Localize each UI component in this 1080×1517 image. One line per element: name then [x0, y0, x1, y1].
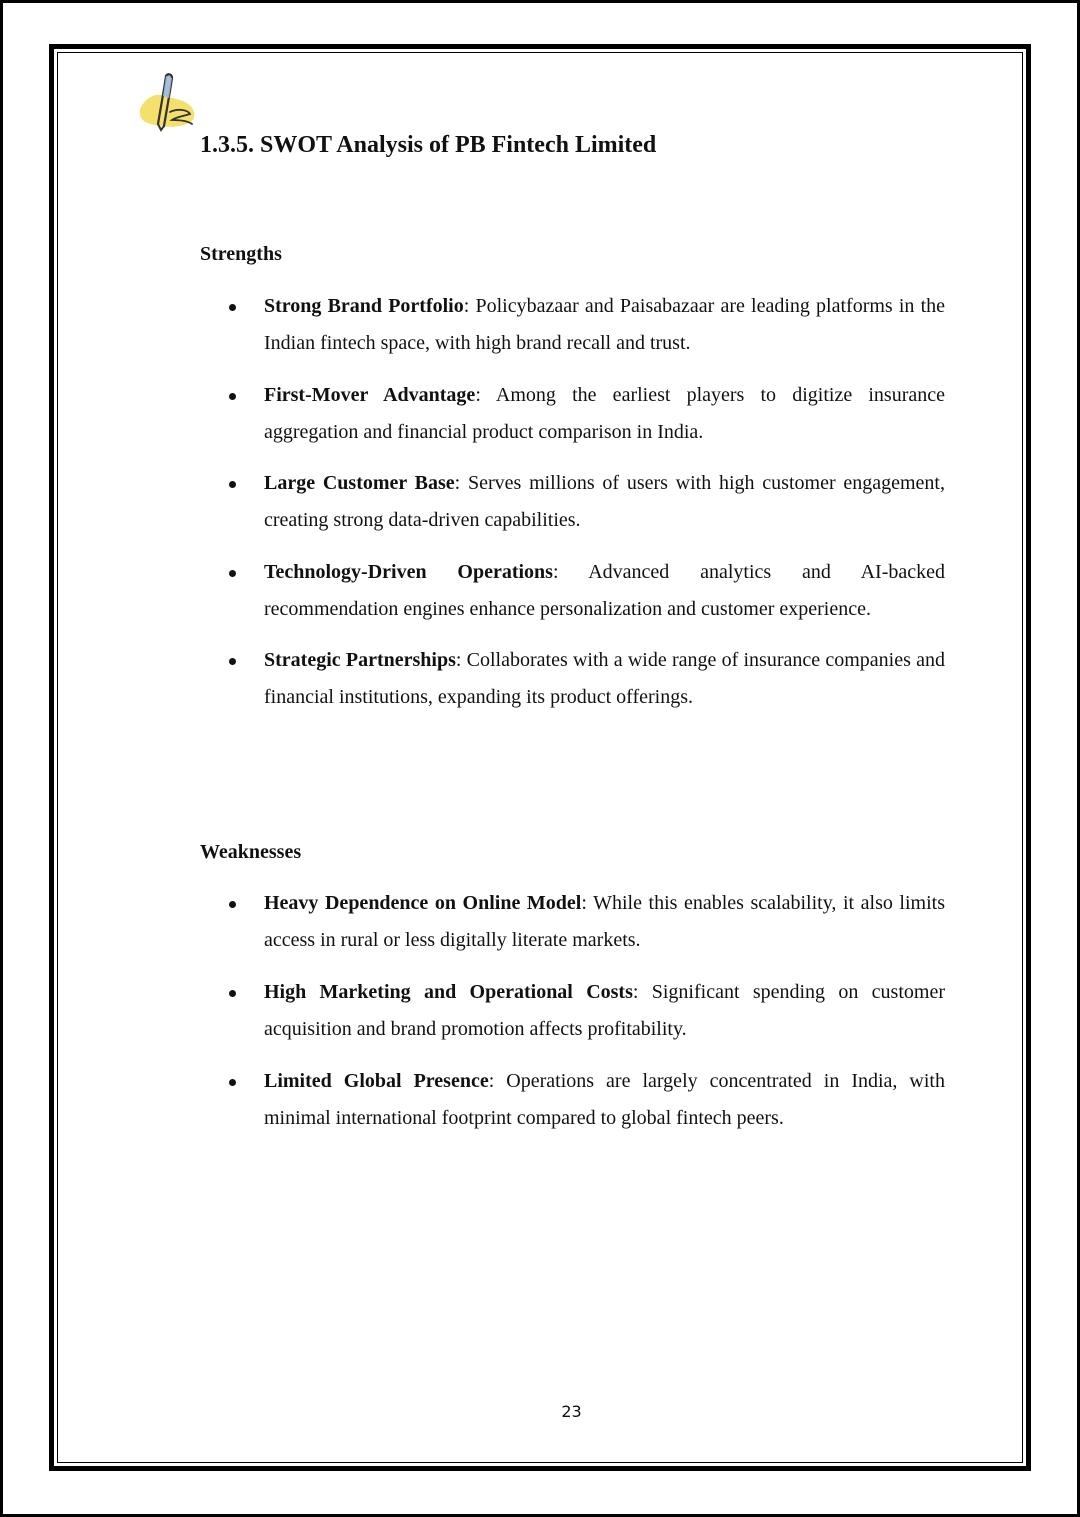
bullet [229, 1079, 236, 1086]
list-item-text: Large Customer Base: Serves millions of users with high customer engagement, creating strong data-driven capabilities. [264, 472, 945, 531]
item-term: High Marketing and Operational Costs [264, 981, 633, 1003]
bullet [229, 304, 236, 311]
item-term: Strategic Partnerships [264, 649, 456, 671]
list-item-text: Limited Global Presence: Operations are largely concentrated in India, with minimal international footprint compared to global fintech peers. [264, 1070, 945, 1129]
item-description: Among the earliest players to digitize insurance aggregation and financial product comparison in India. [264, 384, 945, 443]
bullet [229, 658, 236, 665]
pen-note-icon [134, 70, 202, 132]
page-frame [49, 44, 1031, 1471]
section-title-strengths: Strengths [200, 243, 282, 265]
item-description: Policybazaar and Paisabazaar are leading platforms in the Indian fintech space, with high brand recall and trust. [264, 295, 945, 354]
item-description: Operations are largely concentrated in India, with minimal international footprint compared to global fintech peers. [264, 1070, 945, 1129]
list-item-text: Technology-Driven Operations: Advanced analytics and AI-backed recommendation engines enhance personalization and customer experience. [264, 561, 945, 620]
item-description: Collaborates with a wide range of insurance companies and financial institutions, expanding its product offerings. [264, 649, 945, 708]
bullet [229, 570, 236, 577]
item-description: Serves millions of users with high customer engagement, creating strong data-driven capabilities. [264, 472, 945, 531]
bullet [229, 481, 236, 488]
list-item-text: Strategic Partnerships: Collaborates with a wide range of insurance companies and financial institutions, expanding its product offerings. [264, 649, 945, 708]
item-term: Heavy Dependence on Online Model [264, 892, 582, 914]
list-item-text: Heavy Dependence on Online Model: While this enables scalability, it also limits access in rural or less digitally literate markets. [264, 892, 945, 951]
item-term: Large Customer Base [264, 472, 455, 494]
item-term: Limited Global Presence [264, 1070, 489, 1092]
item-term: First-Mover Advantage [264, 384, 476, 406]
list-item-text: Strong Brand Portfolio: Policybazaar and Paisabazaar are leading platforms in the Indian fintech space, with high brand recall and trust. [264, 295, 945, 354]
item-description: While this enables scalability, it also limits access in rural or less digitally literate markets. [264, 892, 945, 951]
item-term: Strong Brand Portfolio [264, 295, 464, 317]
bullet [229, 901, 236, 908]
list-item-text: First-Mover Advantage: Among the earliest players to digitize insurance aggregation and financial product comparison in India. [264, 384, 945, 443]
list-item-text: High Marketing and Operational Costs: Significant spending on customer acquisition and brand promotion affects profitability. [264, 981, 945, 1040]
section-title-weaknesses: Weaknesses [200, 841, 302, 863]
item-description: Advanced analytics and AI-backed recommendation engines enhance personalization and customer experience. [264, 561, 945, 620]
item-description: Significant spending on customer acquisition and brand promotion affects profitability. [264, 981, 945, 1040]
page-heading: 1.3.5. SWOT Analysis of PB Fintech Limited [200, 132, 657, 158]
page-number: 23 [561, 1402, 582, 1421]
bullet [229, 990, 236, 997]
item-term: Technology-Driven Operations [264, 561, 553, 583]
bullet [229, 393, 236, 400]
